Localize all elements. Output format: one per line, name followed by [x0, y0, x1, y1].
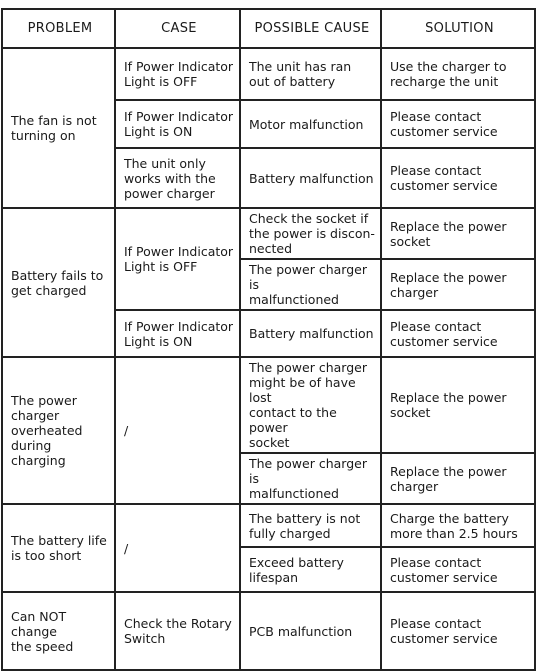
header-solution: SOLUTION — [381, 9, 535, 48]
cause-cell: Motor malfunction — [240, 100, 381, 148]
table-row — [2, 357, 535, 453]
case-cell: If Power Indicator Light is ON — [115, 310, 240, 357]
problem-cell: The fan is not turning on — [2, 48, 115, 208]
solution-cell: Use the charger to recharge the unit — [381, 48, 535, 100]
solution-cell: Please contact customer service — [381, 100, 535, 148]
solution-cell: Please contact customer service — [381, 310, 535, 357]
solution-cell: Please contact customer service — [381, 547, 535, 592]
table-row — [2, 48, 535, 100]
case-cell: Check the Rotary Switch — [115, 592, 240, 670]
cause-cell: The power charger is malfunctioned — [240, 259, 381, 310]
problem-cell: The battery life is too short — [2, 504, 115, 592]
solution-cell: Replace the power socket — [381, 208, 535, 259]
case-cell: / — [115, 357, 240, 504]
cause-cell: Exceed battery lifespan — [240, 547, 381, 592]
case-cell: The unit only works with the power charger — [115, 148, 240, 208]
cause-cell: Check the socket if the power is discon- nected — [240, 208, 381, 259]
cause-cell: The battery is not fully charged — [240, 504, 381, 547]
solution-cell: Please contact customer service — [381, 148, 535, 208]
troubleshooting-table — [1, 8, 536, 671]
header-case: CASE — [115, 9, 240, 48]
cause-cell: Battery malfunction — [240, 310, 381, 357]
table-row — [2, 504, 535, 547]
solution-cell: Replace the power socket — [381, 357, 535, 453]
case-cell: If Power Indicator Light is OFF — [115, 48, 240, 100]
problem-cell: Battery fails to get charged — [2, 208, 115, 357]
cause-cell: The power charger is malfunctioned — [240, 453, 381, 504]
case-cell: / — [115, 504, 240, 592]
header-problem: PROBLEM — [2, 9, 115, 48]
header-possible-cause: POSSIBLE CAUSE — [240, 9, 381, 48]
solution-cell: Replace the power charger — [381, 259, 535, 310]
cause-cell: The unit has ran out of battery — [240, 48, 381, 100]
table-row — [2, 208, 535, 259]
case-cell: If Power Indicator Light is ON — [115, 100, 240, 148]
solution-cell: Charge the battery more than 2.5 hours — [381, 504, 535, 547]
solution-cell: Replace the power charger — [381, 453, 535, 504]
problem-cell: Can NOT change the speed — [2, 592, 115, 670]
cause-cell: Battery malfunction — [240, 148, 381, 208]
cause-cell: PCB malfunction — [240, 592, 381, 670]
solution-cell: Please contact customer service — [381, 592, 535, 670]
problem-cell: The power charger overheated during charging — [2, 357, 115, 504]
header-row — [2, 9, 535, 48]
case-cell: If Power Indicator Light is OFF — [115, 208, 240, 310]
table-row — [2, 592, 535, 670]
cause-cell: The power charger might be of have lost contact to the power socket — [240, 357, 381, 453]
